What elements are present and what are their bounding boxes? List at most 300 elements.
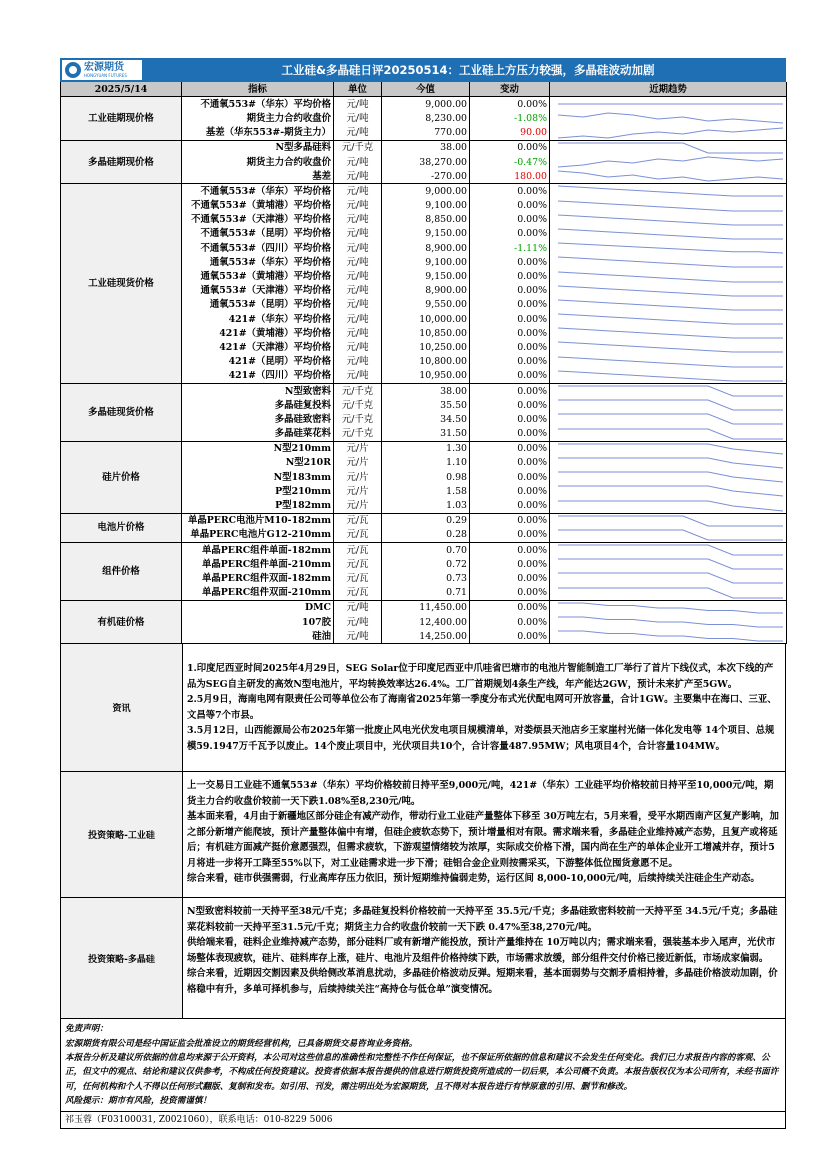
news-paragraph: 2.5月9日，海南电网有限责任公司等单位公布了海南省2025年第一季度分布式光伏配电网可开放容量，合计1GW。主要集中在海口、三亚、文昌等7个市县。 bbox=[187, 694, 777, 721]
strategy-paragraph: 上一交易日工业硅不通氧553#（华东）平均价格较前日持平至9,000元/吨，421#（华东）工业硅平均价格较前日持平至10,000元/吨，期货主力合约收盘价较前一天下跌1.08%至8,230元/吨。 bbox=[187, 780, 774, 807]
sparkline-line bbox=[558, 631, 783, 641]
sparkline-line bbox=[558, 559, 783, 569]
table-row bbox=[61, 513, 787, 528]
change-cell: 0.00% bbox=[470, 456, 550, 470]
change-cell: 0.00% bbox=[470, 557, 550, 571]
unit-cell: 元/吨 bbox=[334, 227, 382, 241]
change-cell: 0.00% bbox=[470, 140, 550, 155]
sparkline-line bbox=[558, 400, 783, 410]
indicator-cell: P型182mm bbox=[182, 498, 334, 513]
sparkline-line bbox=[558, 186, 783, 196]
news-paragraph: 3.5月12日，山西能源局公布2025年第一批废止风电光伏发电项目规模清单，对娄烦县天池店乡王家崖村光储一体化发电等 14个项目、总规模59.1947万千瓦予以废止。14个废止项目中，光伏项目共10个，合计容量487.95MW；风电项目4个，合计容量104MW。 bbox=[187, 725, 775, 752]
report-page bbox=[60, 58, 786, 1129]
sparkline-chart bbox=[552, 184, 787, 198]
sparkline-line bbox=[558, 444, 783, 454]
sparkline-chart bbox=[552, 169, 787, 183]
change-cell: 0.00% bbox=[470, 398, 550, 412]
sparkline-chart bbox=[552, 571, 787, 585]
trend-cell bbox=[550, 184, 787, 199]
indicator-cell: 基差 bbox=[182, 169, 334, 184]
value-cell: 770.00 bbox=[382, 126, 470, 141]
change-cell: 0.00% bbox=[470, 213, 550, 227]
sparkline-line bbox=[558, 530, 783, 540]
value-cell: 1.30 bbox=[382, 441, 470, 456]
trend-cell bbox=[550, 586, 787, 601]
trend-cell bbox=[550, 470, 787, 484]
trend-cell bbox=[550, 169, 787, 184]
trend-cell bbox=[550, 340, 787, 354]
sparkline-chart bbox=[552, 615, 787, 629]
value-cell: 1.03 bbox=[382, 498, 470, 513]
category-cell: 电池片价格 bbox=[61, 513, 182, 542]
indicator-cell: 单晶PERC组件双面-182mm bbox=[182, 571, 334, 585]
unit-cell: 元/片 bbox=[334, 456, 382, 470]
value-cell: 1.58 bbox=[382, 484, 470, 498]
sparkline-chart bbox=[552, 514, 787, 528]
change-cell: -1.11% bbox=[470, 241, 550, 255]
sparkline-chart bbox=[552, 442, 787, 456]
unit-cell: 元/吨 bbox=[334, 629, 382, 644]
indicator-cell: 421#（四川）平均价格 bbox=[182, 369, 334, 384]
sparkline-line bbox=[558, 300, 783, 310]
unit-cell: 元/瓦 bbox=[334, 571, 382, 585]
trend-cell bbox=[550, 615, 787, 629]
strategy-poly-label: 投资策略-多晶硅 bbox=[61, 898, 183, 1018]
trend-cell bbox=[550, 97, 787, 112]
sparkline-line bbox=[558, 243, 783, 253]
trend-cell bbox=[550, 255, 787, 269]
value-cell: 9,550.00 bbox=[382, 298, 470, 312]
logo-name-en: HONGYUAN FUTURES bbox=[84, 72, 127, 78]
indicator-cell: N型多晶硅料 bbox=[182, 140, 334, 155]
unit-cell: 元/吨 bbox=[334, 126, 382, 141]
trend-cell bbox=[550, 427, 787, 442]
indicator-cell: 期货主力合约收盘价 bbox=[182, 155, 334, 169]
sparkline-chart bbox=[552, 155, 787, 169]
trend-cell bbox=[550, 269, 787, 283]
sparkline-chart bbox=[552, 412, 787, 426]
indicator-cell: 107胶 bbox=[182, 615, 334, 629]
change-cell: 0.00% bbox=[470, 284, 550, 298]
sparkline-line bbox=[558, 486, 783, 496]
indicator-cell: 单晶PERC组件单面-210mm bbox=[182, 557, 334, 571]
unit-cell: 元/吨 bbox=[334, 184, 382, 199]
sparkline-chart bbox=[552, 484, 787, 498]
disclaimer-line: 本报告分析及建议所依据的信息均来源于公开资料，本公司对这些信息的准确性和完整性不作任何保证，也不保证所依据的信息和建议不会发生任何变化。我们已力求报告内容的客观、公正，但文中的观点、结论和建议仅供参考，不构成任何投资建议。投资者依据本报告提供的信息进行期货投资所造成的一切后果，本公司概不负责。本报告版权仅为本公司所有，未经书面许可，任何机构和个人不得以任何形式翻版、复制和发布。如引用、刊发，需注明出处为宏源期货，且不得对本报告进行有悖原意的引用、删节和修改。 bbox=[65, 1052, 779, 1092]
sparkline-line bbox=[558, 588, 783, 598]
sparkline-line bbox=[558, 429, 783, 439]
change-cell: 0.00% bbox=[470, 498, 550, 513]
news-paragraph: 1.印度尼西亚时间2025年4月29日，SEG Solar位于印度尼西亚中爪哇省巴塘市的电池片智能制造工厂举行了首片下线仪式，本次下线的产品为SEG自主研发的高效N型电池片，平均转换效率达26.4%。工厂首期规划4条生产线，年产能达2GW，预计未来扩产至5GW。 bbox=[187, 663, 774, 690]
unit-cell: 元/吨 bbox=[334, 326, 382, 340]
indicator-cell: 单晶PERC电池片G12-210mm bbox=[182, 528, 334, 543]
sparkline-chart bbox=[552, 601, 787, 615]
unit-header: 单位 bbox=[334, 82, 382, 97]
indicator-cell: 多晶硅复投料 bbox=[182, 398, 334, 412]
change-cell: 0.00% bbox=[470, 184, 550, 199]
value-cell: 8,230.00 bbox=[382, 111, 470, 125]
trend-cell bbox=[550, 513, 787, 528]
value-cell: 9,100.00 bbox=[382, 255, 470, 269]
unit-cell: 元/瓦 bbox=[334, 557, 382, 571]
trend-cell bbox=[550, 227, 787, 241]
sparkline-chart bbox=[552, 528, 787, 542]
trend-cell bbox=[550, 241, 787, 255]
sparkline-chart bbox=[552, 227, 787, 241]
indicator-cell: 硅油 bbox=[182, 629, 334, 644]
indicator-cell: 通氧553#（天津港）平均价格 bbox=[182, 284, 334, 298]
trend-cell bbox=[550, 312, 787, 326]
trend-header: 近期趋势 bbox=[550, 82, 787, 97]
report-title: 工业硅&多晶硅日评20250514：工业硅上方压力较强，多晶硅波动加剧 bbox=[281, 63, 655, 77]
strategy-paragraph: 基本面来看，4月由于新疆地区部分硅企有减产动作，带动行业工业硅产量整体下移至 30万吨左右，5月来看，受平水期西南产区复产影响，加之部分新增产能爬坡，预计产量整体偏中有增，但硅企疲软态势下，预计增量相对有限。需求端来看，多晶硅企业维持减产态势，且复产或将延后；有机硅方面减产挺价意愿强烈，但需求疲软，下游观望情绪较为浓厚，实际成交价格下滑，国内尚在生产的单体企业开工增减并存，预计5月将进一步将开工降至55%以下，对工业硅需求进一步下滑；硅铝合金企业则按需采买，下游整体低位囤货意愿不足。 bbox=[187, 811, 779, 869]
indicator-header: 指标 bbox=[182, 82, 334, 97]
indicator-cell: P型210mm bbox=[182, 484, 334, 498]
trend-cell bbox=[550, 155, 787, 169]
sparkline-chart bbox=[552, 141, 787, 155]
sparkline-chart bbox=[552, 326, 787, 340]
unit-cell: 元/瓦 bbox=[334, 586, 382, 601]
value-cell: 9,100.00 bbox=[382, 199, 470, 213]
unit-cell: 元/吨 bbox=[334, 298, 382, 312]
value-cell: 0.71 bbox=[382, 586, 470, 601]
trend-cell bbox=[550, 629, 787, 644]
sparkline-chart bbox=[552, 384, 787, 398]
strategy-si-label: 投资策略-工业硅 bbox=[61, 772, 183, 897]
change-cell: 0.00% bbox=[470, 355, 550, 369]
sparkline-chart bbox=[552, 255, 787, 269]
table-header-row bbox=[61, 82, 787, 97]
sparkline-line bbox=[558, 272, 783, 282]
news-label: 资讯 bbox=[61, 644, 183, 771]
news-body bbox=[183, 644, 785, 771]
indicator-cell: 通氧553#（华东）平均价格 bbox=[182, 255, 334, 269]
risk-warning: 风险提示：期市有风险，投资需谨慎！ bbox=[65, 1095, 212, 1106]
change-cell: 0.00% bbox=[470, 97, 550, 112]
strategy-paragraph: N型致密料较前一天持平至38元/千克；多晶硅复投料价格较前一天持平至 35.5元/千克；多晶硅致密料较前一天持平至 34.5元/千克；多晶硅菜花料较前一天持平至31.5元/千克；期货主力合约收盘价较前一天下跌 0.47%至38,270元/吨。 bbox=[187, 906, 778, 933]
trend-cell bbox=[550, 557, 787, 571]
value-cell: 1.10 bbox=[382, 456, 470, 470]
indicator-cell: 通氧553#（昆明）平均价格 bbox=[182, 298, 334, 312]
value-cell: 0.72 bbox=[382, 557, 470, 571]
change-cell: 0.00% bbox=[470, 513, 550, 528]
value-cell: 0.28 bbox=[382, 528, 470, 543]
analyst-contact: 祁玉蓉（F03100031, Z0021060），联系电话：010-8229 5006 bbox=[60, 1112, 786, 1129]
sparkline-line bbox=[558, 157, 783, 167]
value-cell: 38.00 bbox=[382, 140, 470, 155]
indicator-cell: N型致密料 bbox=[182, 383, 334, 398]
change-cell: 0.00% bbox=[470, 298, 550, 312]
change-cell: 0.00% bbox=[470, 326, 550, 340]
change-cell: -1.08% bbox=[470, 111, 550, 125]
strategy-si-body bbox=[183, 772, 785, 897]
value-cell: 10,000.00 bbox=[382, 312, 470, 326]
trend-cell bbox=[550, 284, 787, 298]
sparkline-chart bbox=[552, 312, 787, 326]
sparkline-chart bbox=[552, 398, 787, 412]
indicator-cell: 不通氧553#（天津港）平均价格 bbox=[182, 213, 334, 227]
unit-cell: 元/吨 bbox=[334, 111, 382, 125]
change-cell: 0.00% bbox=[470, 383, 550, 398]
trend-cell bbox=[550, 298, 787, 312]
unit-cell: 元/片 bbox=[334, 498, 382, 513]
value-cell: 35.50 bbox=[382, 398, 470, 412]
strategy-paragraph: 供给端来看，硅料企业维持减产态势，部分硅料厂或有新增产能投放，预计产量维持在 10万吨以内；需求端来看，强装基本步入尾声，光伏市场整体表现疲软，硅片、硅料库存上涨，硅片、电池片及组件价格持续下跌，市场需求放缓，部分组件交付价格已接近新低，市场成家偏弱。 bbox=[187, 937, 776, 964]
value-cell: 10,850.00 bbox=[382, 326, 470, 340]
change-cell: 0.00% bbox=[470, 227, 550, 241]
trend-cell bbox=[550, 355, 787, 369]
indicator-cell: 不通氧553#（华东）平均价格 bbox=[182, 97, 334, 112]
value-cell: 9,000.00 bbox=[382, 97, 470, 112]
unit-cell: 元/瓦 bbox=[334, 543, 382, 558]
unit-cell: 元/千克 bbox=[334, 140, 382, 155]
value-cell: 11,450.00 bbox=[382, 600, 470, 615]
change-header: 变动 bbox=[470, 82, 550, 97]
sparkline-line bbox=[558, 215, 783, 225]
change-cell: 0.00% bbox=[470, 615, 550, 629]
strategy-paragraph: 综合来看，近期因交割因素及供给侧改革消息扰动，多晶硅价格波动反弹。短期来看，基本面弱势与交割矛盾相持着，多晶硅价格波动加剧，价格稳中有升，多单可择机参与，后续持续关注“高持仓与低仓单”演变情况。 bbox=[187, 968, 778, 995]
sparkline-chart bbox=[552, 298, 787, 312]
value-cell: 12,400.00 bbox=[382, 615, 470, 629]
today-header: 今值 bbox=[382, 82, 470, 97]
unit-cell: 元/千克 bbox=[334, 383, 382, 398]
unit-cell: 元/吨 bbox=[334, 600, 382, 615]
unit-cell: 元/吨 bbox=[334, 213, 382, 227]
change-cell: 0.00% bbox=[470, 528, 550, 543]
unit-cell: 元/片 bbox=[334, 441, 382, 456]
change-cell: 0.00% bbox=[470, 427, 550, 442]
sparkline-chart bbox=[552, 456, 787, 470]
sparkline-chart bbox=[552, 340, 787, 354]
trend-cell bbox=[550, 498, 787, 513]
indicator-cell: 期货主力合约收盘价 bbox=[182, 111, 334, 125]
sparkline-chart bbox=[552, 470, 787, 484]
change-cell: 180.00 bbox=[470, 169, 550, 184]
indicator-cell: N型210R bbox=[182, 456, 334, 470]
unit-cell: 元/吨 bbox=[334, 241, 382, 255]
indicator-cell: 不通氧553#（华东）平均价格 bbox=[182, 184, 334, 199]
unit-cell: 元/吨 bbox=[334, 284, 382, 298]
unit-cell: 元/千克 bbox=[334, 398, 382, 412]
indicator-cell: 不通氧553#（黄埔港）平均价格 bbox=[182, 199, 334, 213]
sparkline-line bbox=[558, 171, 783, 181]
unit-cell: 元/瓦 bbox=[334, 528, 382, 543]
unit-cell: 元/吨 bbox=[334, 340, 382, 354]
sparkline-chart bbox=[552, 369, 787, 383]
sparkline-line bbox=[558, 386, 783, 396]
disclaimer bbox=[60, 1019, 786, 1112]
trend-cell bbox=[550, 484, 787, 498]
logo-mark-icon bbox=[65, 62, 81, 78]
change-cell: 90.00 bbox=[470, 126, 550, 141]
category-cell: 硅片价格 bbox=[61, 441, 182, 513]
table-row bbox=[61, 441, 787, 456]
disclaimer-title: 免责声明： bbox=[65, 1024, 108, 1035]
indicator-cell: N型183mm bbox=[182, 470, 334, 484]
value-cell: 9,000.00 bbox=[382, 184, 470, 199]
category-cell: 有机硅价格 bbox=[61, 600, 182, 644]
value-cell: 10,950.00 bbox=[382, 369, 470, 384]
indicator-cell: 不通氧553#（四川）平均价格 bbox=[182, 241, 334, 255]
trend-cell bbox=[550, 111, 787, 125]
sparkline-line bbox=[558, 371, 783, 381]
sparkline-line bbox=[558, 201, 783, 211]
value-cell: 10,800.00 bbox=[382, 355, 470, 369]
value-cell: 38.00 bbox=[382, 383, 470, 398]
table-row bbox=[61, 543, 787, 558]
unit-cell: 元/千克 bbox=[334, 412, 382, 426]
category-cell: 工业硅期现价格 bbox=[61, 97, 182, 141]
category-cell: 工业硅现货价格 bbox=[61, 184, 182, 384]
trend-cell bbox=[550, 140, 787, 155]
table-row bbox=[61, 383, 787, 398]
sparkline-line bbox=[558, 501, 783, 511]
unit-cell: 元/吨 bbox=[334, 355, 382, 369]
sparkline-line bbox=[558, 545, 783, 555]
trend-cell bbox=[550, 126, 787, 141]
indicator-cell: 421#（昆明）平均价格 bbox=[182, 355, 334, 369]
value-cell: 8,900.00 bbox=[382, 241, 470, 255]
value-cell: -270.00 bbox=[382, 169, 470, 184]
indicator-cell: 不通氧553#（昆明）平均价格 bbox=[182, 227, 334, 241]
value-cell: 0.29 bbox=[382, 513, 470, 528]
sparkline-chart bbox=[552, 199, 787, 213]
value-cell: 0.73 bbox=[382, 571, 470, 585]
trend-cell bbox=[550, 528, 787, 543]
sparkline-line bbox=[558, 257, 783, 267]
value-cell: 38,270.00 bbox=[382, 155, 470, 169]
unit-cell: 元/千克 bbox=[334, 427, 382, 442]
value-cell: 8,850.00 bbox=[382, 213, 470, 227]
indicator-cell: 421#（黄埔港）平均价格 bbox=[182, 326, 334, 340]
change-cell: 0.00% bbox=[470, 340, 550, 354]
value-cell: 31.50 bbox=[382, 427, 470, 442]
indicator-cell: 多晶硅菜花料 bbox=[182, 427, 334, 442]
sparkline-chart bbox=[552, 499, 787, 513]
disclaimer-line: 宏源期货有限公司是经中国证监会批准设立的期货经营机构，已具备期货交易咨询业务资格。 bbox=[65, 1038, 418, 1049]
indicator-cell: N型210mm bbox=[182, 441, 334, 456]
table-row bbox=[61, 97, 787, 112]
trend-cell bbox=[550, 600, 787, 615]
sparkline-chart bbox=[552, 355, 787, 369]
sparkline-line bbox=[558, 516, 783, 526]
unit-cell: 元/吨 bbox=[334, 169, 382, 184]
value-cell: 14,250.00 bbox=[382, 629, 470, 644]
sparkline-chart bbox=[552, 213, 787, 227]
sparkline-chart bbox=[552, 586, 787, 600]
change-cell: -0.47% bbox=[470, 155, 550, 169]
sparkline-chart bbox=[552, 543, 787, 557]
sparkline-line bbox=[558, 357, 783, 367]
trend-cell bbox=[550, 213, 787, 227]
change-cell: 0.00% bbox=[470, 412, 550, 426]
change-cell: 0.00% bbox=[470, 470, 550, 484]
report-header bbox=[60, 58, 786, 82]
unit-cell: 元/吨 bbox=[334, 255, 382, 269]
indicator-cell: DMC bbox=[182, 600, 334, 615]
change-cell: 0.00% bbox=[470, 543, 550, 558]
sparkline-line bbox=[558, 342, 783, 352]
strategy-si-section bbox=[60, 772, 786, 898]
sparkline-line bbox=[558, 286, 783, 296]
trend-cell bbox=[550, 441, 787, 456]
sparkline-chart bbox=[552, 97, 787, 111]
change-cell: 0.00% bbox=[470, 441, 550, 456]
indicator-cell: 421#（华东）平均价格 bbox=[182, 312, 334, 326]
trend-cell bbox=[550, 326, 787, 340]
trend-cell bbox=[550, 456, 787, 470]
table-row bbox=[61, 140, 787, 155]
sparkline-line bbox=[558, 143, 783, 153]
strategy-poly-body bbox=[183, 898, 785, 1018]
value-cell: 9,150.00 bbox=[382, 269, 470, 283]
indicator-cell: 通氧553#（黄埔港）平均价格 bbox=[182, 269, 334, 283]
sparkline-line bbox=[558, 573, 783, 583]
category-cell: 多晶硅现货价格 bbox=[61, 383, 182, 441]
change-cell: 0.00% bbox=[470, 629, 550, 644]
table-row bbox=[61, 600, 787, 615]
value-cell: 9,150.00 bbox=[382, 227, 470, 241]
indicator-cell: 单晶PERC组件双面-210mm bbox=[182, 586, 334, 601]
unit-cell: 元/吨 bbox=[334, 369, 382, 384]
indicator-cell: 多晶硅致密料 bbox=[182, 412, 334, 426]
change-cell: 0.00% bbox=[470, 484, 550, 498]
sparkline-line bbox=[558, 603, 783, 613]
sparkline-line bbox=[558, 113, 783, 123]
indicator-cell: 基差（华东553#-期货主力） bbox=[182, 126, 334, 141]
sparkline-chart bbox=[552, 557, 787, 571]
unit-cell: 元/吨 bbox=[334, 155, 382, 169]
sparkline-line bbox=[558, 617, 783, 627]
logo-name-cn: 宏源期货 bbox=[84, 61, 124, 73]
company-logo bbox=[62, 60, 142, 80]
category-cell: 多晶硅期现价格 bbox=[61, 140, 182, 184]
value-cell: 8,900.00 bbox=[382, 284, 470, 298]
trend-cell bbox=[550, 199, 787, 213]
trend-cell bbox=[550, 543, 787, 558]
sparkline-line bbox=[558, 414, 783, 424]
change-cell: 0.00% bbox=[470, 199, 550, 213]
unit-cell: 元/瓦 bbox=[334, 513, 382, 528]
sparkline-line bbox=[558, 128, 783, 138]
unit-cell: 元/片 bbox=[334, 484, 382, 498]
sparkline-line bbox=[558, 458, 783, 468]
sparkline-line bbox=[558, 472, 783, 482]
sparkline-line bbox=[558, 229, 783, 239]
value-cell: 10,250.00 bbox=[382, 340, 470, 354]
price-table bbox=[60, 82, 787, 644]
indicator-cell: 单晶PERC组件单面-182mm bbox=[182, 543, 334, 558]
news-section bbox=[60, 644, 786, 772]
unit-cell: 元/片 bbox=[334, 470, 382, 484]
change-cell: 0.00% bbox=[470, 312, 550, 326]
sparkline-chart bbox=[552, 270, 787, 284]
strategy-poly-section bbox=[60, 898, 786, 1019]
change-cell: 0.00% bbox=[470, 571, 550, 585]
trend-cell bbox=[550, 369, 787, 384]
sparkline-chart bbox=[552, 111, 787, 125]
sparkline-chart bbox=[552, 241, 787, 255]
unit-cell: 元/吨 bbox=[334, 97, 382, 112]
sparkline-chart bbox=[552, 284, 787, 298]
change-cell: 0.00% bbox=[470, 269, 550, 283]
date-header: 2025/5/14 bbox=[61, 82, 182, 97]
sparkline-chart bbox=[552, 629, 787, 643]
unit-cell: 元/吨 bbox=[334, 199, 382, 213]
trend-cell bbox=[550, 398, 787, 412]
change-cell: 0.00% bbox=[470, 255, 550, 269]
value-cell: 0.70 bbox=[382, 543, 470, 558]
